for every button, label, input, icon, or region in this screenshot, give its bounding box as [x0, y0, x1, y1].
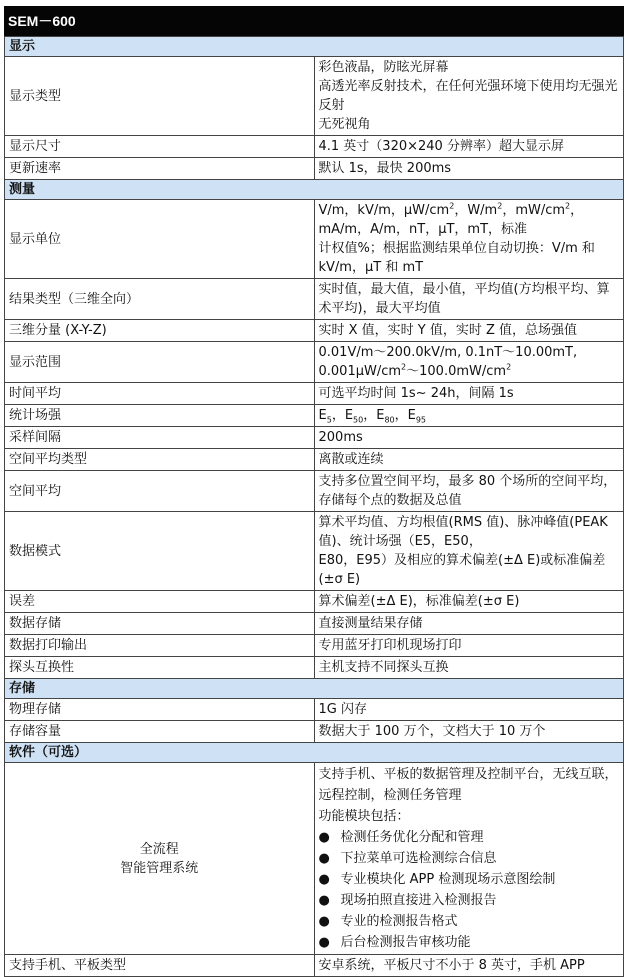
row-label: 支持手机、平板类型	[5, 955, 315, 977]
row-data-storage	[5, 613, 624, 635]
row-value: 默认 1s，最快 200ms	[314, 158, 624, 180]
value-line: 高透光率反射技术，在任何光强环境下使用均无强光反射	[318, 79, 618, 113]
section-software	[5, 743, 624, 763]
feature-item: ● 后台检测报告审核功能	[319, 932, 620, 953]
row-value: 数据大于 100 万个，文档大于 10 万个	[314, 721, 624, 743]
row-value: 实时值，最大值，最小值，平均值(方均根平均、算术平均)，最大平均值	[314, 279, 624, 320]
row-label: 数据存储	[5, 613, 315, 635]
section-storage	[5, 679, 624, 699]
row-statistical-field	[5, 405, 624, 427]
row-update-rate	[5, 158, 624, 180]
row-value: 主机支持不同探头互换	[314, 657, 624, 679]
row-value	[314, 200, 624, 279]
bullet-icon: ●	[318, 872, 330, 887]
row-label: 结果类型（三维全向）	[5, 279, 315, 320]
section-header: 存储	[5, 679, 624, 699]
row-platform	[5, 955, 624, 977]
row-display-size	[5, 136, 624, 158]
value-line: 无死视角	[318, 117, 371, 132]
section-measure	[5, 180, 624, 200]
row-label: 探头互换性	[5, 657, 315, 679]
bullet-icon: ●	[318, 893, 330, 908]
bullet-icon: ●	[318, 851, 330, 866]
row-label: 显示类型	[5, 57, 315, 136]
row-result-type	[5, 279, 624, 320]
row-value	[314, 57, 624, 136]
row-label: 物理存储	[5, 699, 315, 721]
section-header: 软件（可选）	[5, 743, 624, 763]
row-data-mode	[5, 512, 624, 591]
feature-item: ● 专业的检测报告格式	[319, 911, 620, 932]
row-probe-interchange	[5, 657, 624, 679]
bullet-icon: ●	[318, 935, 330, 950]
row-error	[5, 591, 624, 613]
row-sample-interval	[5, 427, 624, 449]
row-label: 误差	[5, 591, 315, 613]
spec-table	[4, 36, 624, 977]
value-line: 功能模块包括：	[318, 809, 410, 824]
section-header: 显示	[5, 37, 624, 57]
value-line: 彩色液晶，防眩光屏幕	[318, 60, 449, 75]
row-label: 空间平均	[5, 471, 315, 512]
label-line: 智能管理系统	[120, 860, 199, 876]
row-label: 空间平均类型	[5, 449, 315, 471]
unit-line-1: V/m，kV/m，$\mu W/cm^2$，$W/m^2$，$mW/cm^2$，mA/m，A/m，nT，μT，mT，标准	[318, 201, 584, 237]
row-value: 算术偏差(±Δ E)，标准偏差(±σ E)	[314, 591, 624, 613]
feature-item: ● 现场拍照直接进入检测报告	[319, 890, 620, 911]
section-header: 测量	[5, 180, 624, 200]
row-label: 三维分量 (X-Y-Z)	[5, 320, 315, 342]
row-value: 支持多位置空间平均，最多 80 个场所的空间平均，存储每个点的数据及总值	[314, 471, 624, 512]
row-physical-storage	[5, 699, 624, 721]
row-label: 数据打印输出	[5, 635, 315, 657]
row-label: 存储容量	[5, 721, 315, 743]
row-value: 200ms	[314, 427, 624, 449]
feature-item: ● 下拉菜单可选检测综合信息	[319, 848, 620, 869]
row-value: 0.01V/m～200.0kV/m, 0.1nT～10.00mT, $0.001\mu W/cm^2\sim 100.0mW/cm^2$	[314, 342, 624, 383]
feature-item: ● 专业模块化 APP 检测现场示意图绘制	[319, 869, 620, 890]
label-line: 全流程	[139, 841, 179, 857]
row-value: $E_5$，$E_{50}$，$E_{80}$，$E_{95}$	[314, 405, 624, 427]
row-value: 实时 X 值，实时 Y 值，实时 Z 值，总场强值	[314, 320, 624, 342]
value-line: 算术平均值、方均根值(RMS 值)、脉冲峰值(PEAK 值)、统计场强（E5，E50，	[318, 515, 608, 549]
row-storage-capacity	[5, 721, 624, 743]
row-label	[5, 763, 315, 955]
row-value: 可选平均时间 1s~ 24h，间隔 1s	[314, 383, 624, 405]
value-line: E80，E95）及相应的算术偏差(±Δ E)或标准偏差(±σ E)	[318, 553, 606, 587]
row-value: 1G 闪存	[314, 699, 624, 721]
unit-line-2: 计权值%；根据监测结果单位自动切换：V/m 和 kV/m，μT 和 mT	[318, 241, 595, 275]
row-label: 统计场强	[5, 405, 315, 427]
row-value: 安卓系统，平板尺寸不小于 8 英寸，手机 APP	[314, 955, 624, 977]
row-spatial-average-type	[5, 449, 624, 471]
row-axes	[5, 320, 624, 342]
section-display	[5, 37, 624, 57]
row-label: 显示单位	[5, 200, 315, 279]
row-display-range	[5, 342, 624, 383]
row-value	[314, 512, 624, 591]
value-line: 支持手机、平板的数据管理及控制平台，无线互联，远程控制，检测任务管理	[318, 767, 618, 803]
row-value: 专用蓝牙打印机现场打印	[314, 635, 624, 657]
row-value	[314, 763, 624, 955]
bullet-icon: ●	[318, 830, 330, 845]
row-data-print	[5, 635, 624, 657]
row-value: 离散或连续	[314, 449, 624, 471]
product-title: SEM－600	[4, 6, 624, 36]
row-label: 数据模式	[5, 512, 315, 591]
row-value: 直接测量结果存储	[314, 613, 624, 635]
row-label: 显示尺寸	[5, 136, 315, 158]
row-management-system	[5, 763, 624, 955]
row-label: 采样间隔	[5, 427, 315, 449]
row-display-type	[5, 57, 624, 136]
row-time-average	[5, 383, 624, 405]
row-spatial-average	[5, 471, 624, 512]
row-value: 4.1 英寸（320×240 分辨率）超大显示屏	[314, 136, 624, 158]
row-label: 显示范围	[5, 342, 315, 383]
feature-item: ● 检测任务优化分配和管理	[319, 827, 620, 848]
row-display-unit	[5, 200, 624, 279]
row-label: 更新速率	[5, 158, 315, 180]
row-label: 时间平均	[5, 383, 315, 405]
bullet-icon: ●	[318, 914, 330, 929]
